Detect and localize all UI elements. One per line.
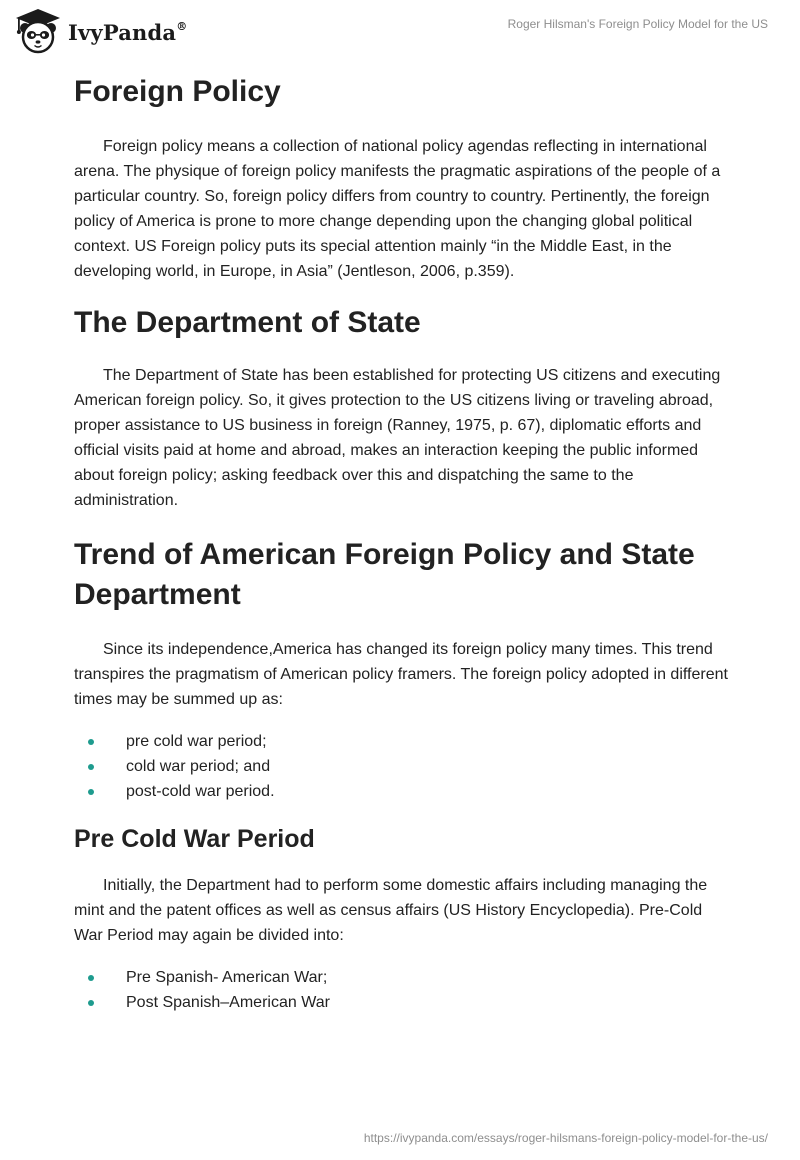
paragraph-foreign-policy: Foreign policy means a collection of national policy agendas reflecting in international arena. The physique of foreign policy manifests the pragmatic aspirations of the people of a particular country. So, foreign policy differs from country to country. Pertinently, the foreign policy of America is prone to more change depending upon the changing global political context. US Foreign policy puts its special attention mainly “in the Middle East, in the developing world, in Europe, in Asia” (Jentleson, 2006, p.359). bbox=[74, 138, 721, 280]
bullet-icon bbox=[88, 739, 94, 745]
list-item: Post Spanish–American War bbox=[74, 990, 734, 1015]
bullet-icon bbox=[88, 975, 94, 981]
paragraph-pre-cold-war: Initially, the Department had to perform some domestic affairs including managing the mint and the patent offices as well as census affairs (US History Encyclopedia). Pre-Cold War Period may again be divided into: bbox=[74, 877, 708, 944]
list-item: Pre Spanish- American War; bbox=[74, 965, 734, 990]
bullet-icon bbox=[88, 1000, 94, 1006]
brand-name: IvyPanda® bbox=[68, 19, 188, 45]
heading-line: Department bbox=[74, 578, 241, 611]
section-heading-pre-cold-war: Pre Cold War Period bbox=[74, 825, 315, 853]
section-heading-foreign-policy: Foreign Policy bbox=[74, 75, 281, 108]
section-heading-department-of-state: The Department of State bbox=[74, 306, 421, 339]
list-item: pre cold war period; bbox=[74, 729, 734, 754]
list-item: post-cold war period. bbox=[74, 779, 734, 804]
sub-period-list bbox=[74, 965, 734, 1015]
list-item: cold war period; and bbox=[74, 754, 734, 779]
paragraph-trend: Since its independence,America has changed its foreign policy many times. This trend transpires the pragmatism of American policy framers. The foreign policy adopted in different times may be summed up as: bbox=[74, 641, 728, 708]
article-body bbox=[74, 70, 734, 1015]
section-heading-trend bbox=[74, 535, 734, 615]
bullet-icon bbox=[88, 764, 94, 770]
bullet-icon bbox=[88, 789, 94, 795]
period-list bbox=[74, 729, 734, 804]
heading-line: Trend of American Foreign Policy and State bbox=[74, 538, 695, 571]
brand-logo[interactable] bbox=[14, 8, 187, 54]
source-url[interactable]: https://ivypanda.com/essays/roger-hilsmans-foreign-policy-model-for-the-us/ bbox=[363, 1131, 768, 1145]
document-title: Roger Hilsman's Foreign Policy Model for the US bbox=[507, 17, 768, 31]
paragraph-department-of-state: The Department of State has been established for protecting US citizens and executing American foreign policy. So, it gives protection to the US citizens living or traveling abroad, proper assistance to US business in foreign (Ranney, 1975, p. 67), diplomatic efforts and official visits paid at home and abroad, makes an interaction keeping the public informed about foreign policy; asking feedback over this and dispatching the same to the administration. bbox=[74, 367, 721, 509]
panda-graduate-icon bbox=[14, 8, 62, 54]
page-header bbox=[0, 0, 800, 60]
